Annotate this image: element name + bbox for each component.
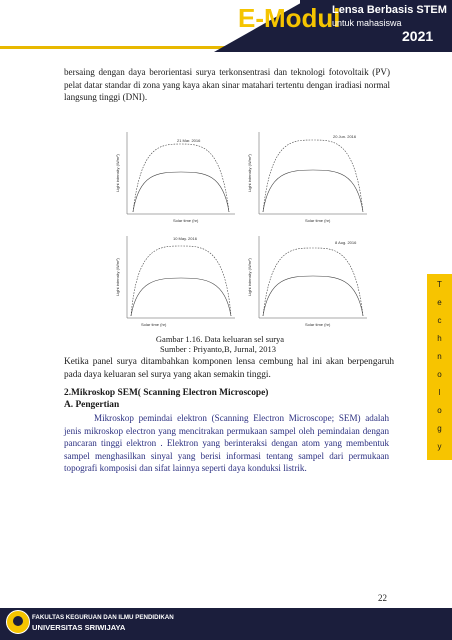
brand-subtitle: Lensa Berbasis STEM: [332, 4, 447, 16]
footer-faculty: FAKULTAS KEGURUAN DAN ILMU PENDIDIKAN: [32, 614, 174, 621]
figure-source: Sumber : Priyanto,B, Jurnal, 2013: [160, 344, 276, 354]
side-letter: h: [437, 334, 442, 343]
panel-1: [111, 126, 371, 332]
section-heading: [64, 388, 268, 398]
panel-3-date: 10 May. 2016: [173, 236, 197, 241]
side-letter: o: [437, 370, 442, 379]
subsection-heading: A. Pengertian: [64, 400, 120, 410]
paragraph-3: Mikroskop pemindai elektron (Scanning Electron Microscope; SEM) adalah jenis mikroskop electron yang mencitrakan permukaan sampel oleh pemindaian dengan pancaran tinggi elektron . Elektron yang berinteraksi dengan atom yang membentuk sampel menghasilkan sinyal yang berisi informasi tentang sampel dari permukaan topografi komposisi dan sifat lainnya seperti daya konduksi listrik.: [64, 413, 389, 473]
panel-2-ylabel: Light intensity (W/m²): [247, 154, 252, 192]
panel-1-ylabel: Light intensity (W/m²): [115, 154, 120, 192]
figure-caption: Gambar 1.16. Data keluaran sel surya: [155, 334, 285, 344]
panel-3-ylabel: Light intensity (W/m²): [115, 258, 120, 296]
side-letter: y: [437, 442, 442, 451]
panel-1-xlabel: Solar time (hr): [173, 218, 199, 223]
paragraph-2: Ketika panel surya ditambahkan komponen lensa cembung hal ini akan berpengaruh pada daya keluaran sel surya yang akan semakin tinggi.: [64, 357, 394, 380]
side-letter: e: [437, 298, 442, 307]
paragraph-1: bersaing dengan daya berorientasi surya terkonsentrasi dan teknologi fotovoltaik (PV) pelat datar standar di zona yang kaya akan sinar matahari tertentu dengan iradiasi normal langsung tinggi (DNI).: [64, 67, 390, 102]
solar-output-figure: [111, 126, 371, 332]
panel-3-xlabel: Solar time (hr): [141, 322, 167, 327]
panel-2-date: 20 Jun. 2016: [333, 134, 357, 139]
side-letter: l: [438, 388, 441, 397]
header-dots: [356, 42, 396, 46]
university-logo-icon: [6, 610, 30, 634]
brand-tagline: untuk mahasiswa: [332, 18, 402, 28]
footer-university: UNIVERSITAS SRIWIJAYA: [32, 623, 126, 632]
brand-title: E-Modul: [238, 3, 341, 33]
side-letter: o: [437, 406, 442, 415]
page-header: [0, 0, 452, 52]
side-letter: T: [437, 280, 442, 289]
section-heading-text: 2.Mikroskop SEM( Scanning Electron Microscope): [64, 388, 269, 398]
side-letter: c: [437, 316, 442, 325]
side-letter: n: [437, 352, 442, 361]
page-number: 22: [378, 593, 387, 603]
panel-4-ylabel: Light intensity (W/m²): [247, 258, 252, 296]
panel-4-date: 8 Aug. 2016: [335, 240, 357, 245]
panel-4-xlabel: Solar time (hr): [305, 322, 331, 327]
side-tab-technology: [427, 274, 452, 460]
panel-1-date: 21 Mar. 2016: [177, 138, 201, 143]
side-letter: g: [437, 424, 442, 433]
panel-2-xlabel: Solar time (hr): [305, 218, 331, 223]
brand-year: 2021: [402, 28, 434, 44]
